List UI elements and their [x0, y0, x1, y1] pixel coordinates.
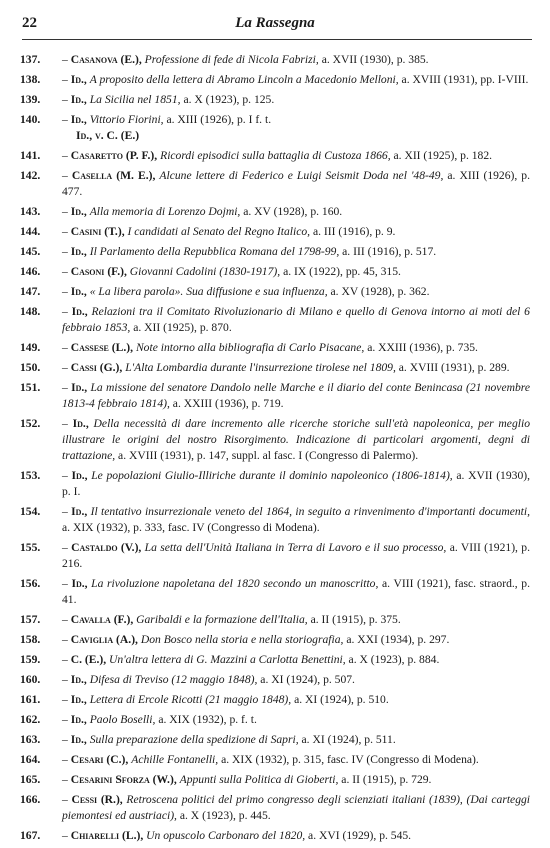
entry-title: Note intorno alla bibliografia di Carlo Pisacane,: [135, 341, 365, 354]
entry-author: Id.,: [71, 577, 88, 590]
entry-number: 138.: [20, 73, 41, 86]
entry-author: Id.,: [71, 305, 88, 318]
entry-author: Casanova (E.),: [70, 53, 142, 66]
entry-dash: –: [62, 417, 73, 430]
entry-title: La missione del senatore Dandolo nelle Marche e il diario del conte Benincasa (21 novembre 1813-4 febbraio 1814),: [62, 381, 530, 410]
bibliography-entry: [20, 712, 536, 728]
entry-author: Casini (T.),: [70, 225, 125, 238]
entry-dash: –: [62, 361, 71, 374]
entry-details: a. XII (1925), p. 182.: [393, 149, 493, 162]
entry-title: Ricordi episodici sulla battaglia di Custoza 1866,: [160, 149, 391, 162]
entry-author: Id.,: [70, 673, 87, 686]
entry-title: L'Alta Lombardia durante l'insurrezione tirolese nel 1809,: [125, 361, 396, 374]
entry-title: Un'altra lettera di G. Mazzini a Carlotta Benettini,: [109, 653, 346, 666]
entry-dash: –: [62, 577, 72, 590]
bibliography-entry: [20, 576, 536, 608]
entry-details: a. XII (1925), p. 870.: [133, 321, 232, 334]
entry-dash: –: [62, 205, 71, 218]
entry-author: Cesarini Sforza (W.),: [70, 773, 177, 786]
entry-dash: –: [62, 753, 71, 766]
entry-dash: –: [62, 693, 71, 706]
entry-details: a. II (1915), p. 375.: [310, 613, 401, 626]
entry-title: La Sicilia nel 1851,: [89, 93, 181, 106]
entry-title: A proposito della lettera di Abramo Lincoln a Macedonio Melloni,: [89, 73, 399, 86]
entry-number: 148.: [20, 305, 41, 318]
entry-dash: –: [62, 305, 72, 318]
entry-number: 139.: [20, 93, 41, 106]
header-rule: [22, 39, 532, 40]
entry-title: Giovanni Cadolini (1830-1917),: [129, 265, 281, 278]
entry-details: a. IX (1922), pp. 45, 315.: [283, 265, 401, 278]
entry-number: 167.: [20, 829, 41, 842]
entry-details: a. XVI (1929), p. 545.: [308, 829, 412, 842]
entry-author: Cesari (C.),: [70, 753, 129, 766]
entry-title: Sulla preparazione della spedizione di Sapri,: [89, 733, 299, 746]
bibliography-entry: [20, 204, 536, 220]
entry-dash: –: [62, 381, 72, 394]
bibliography-entry: [20, 828, 536, 844]
entry-author: Id.,: [70, 713, 87, 726]
entry-number: 156.: [20, 577, 41, 590]
entry-title: Retroscena politici del primo congresso degli scienziati italiani (1839), (Dai carteggi piemontesi ed austriaci),: [62, 793, 531, 822]
entry-title: Della necessità di dare incremento alle ricerche storiche sull'età napoleonica, per meglio illustrare le origini del nostro Risorgimento. Indicazione di particolari argomenti, degni di trattazione,: [62, 417, 530, 462]
entry-details: a. XIX (1932), p. 315, fasc. IV (Congresso di Modena).: [221, 753, 479, 766]
entry-author: Id.,: [70, 245, 87, 258]
entry-title: Garibaldi e la formazione dell'Italia,: [136, 613, 308, 626]
entry-number: 161.: [20, 693, 41, 706]
entry-number: 164.: [20, 753, 41, 766]
entry-details: a. X (1923), p. 884.: [348, 653, 440, 666]
entry-author: Casaretto (P. F.),: [70, 149, 158, 162]
entry-details: a. II (1915), p. 729.: [341, 773, 432, 786]
entry-number: 162.: [20, 713, 41, 726]
entry-number: 146.: [20, 265, 41, 278]
entry-number: 150.: [20, 361, 41, 374]
entry-details: a. XI (1924), p. 510.: [294, 693, 389, 706]
entry-details: a. XXIII (1936), p. 735.: [367, 341, 478, 354]
entry-dash: –: [62, 73, 71, 86]
bibliography-entry: [20, 468, 536, 500]
entry-dash: –: [62, 653, 71, 666]
bibliography-entry: [20, 540, 536, 572]
entry-author: Id.,: [70, 285, 87, 298]
bibliography-entry: [20, 612, 536, 628]
entry-author: Cessi (R.),: [71, 793, 123, 806]
entry-dash: –: [62, 285, 71, 298]
entry-dash: –: [62, 169, 72, 182]
entry-title: Alla memoria di Lorenzo Dojmi,: [89, 205, 241, 218]
bibliography-entry: [20, 168, 536, 200]
entry-author: Id.,: [70, 73, 87, 86]
entry-title: Achille Fontanelli,: [131, 753, 219, 766]
entry-details: a. XVIII (1931), p. 147, suppl. al fasc. I (Congresso di Palermo).: [118, 449, 419, 462]
entry-details: a. XVIII (1931), p. 289.: [398, 361, 510, 374]
bibliography-entry: [20, 732, 536, 748]
entry-title: Il Parlamento della Repubblica Romana del 1798-99,: [89, 245, 340, 258]
entry-author: Id.,: [72, 417, 89, 430]
entry-title: Alcune lettere di Federico e Luigi Seismit Doda nel '48-49,: [159, 169, 444, 182]
bibliography-entry: [20, 284, 536, 300]
bibliography-entry: [20, 304, 536, 336]
bibliography-entry: [20, 652, 536, 668]
entry-title: « La libera parola». Sua diffusione e sua influenza,: [89, 285, 328, 298]
bibliography-entry: [20, 752, 536, 768]
entry-dash: –: [62, 541, 72, 554]
entry-number: 154.: [20, 505, 41, 518]
bibliography-entry: [20, 380, 536, 412]
page-number: 22: [22, 15, 37, 31]
entry-number: 152.: [20, 417, 41, 430]
entry-dash: –: [62, 673, 71, 686]
entry-dash: –: [62, 793, 72, 806]
entry-author: Id.,: [70, 205, 87, 218]
entry-number: 144.: [20, 225, 41, 238]
entry-number: 160.: [20, 673, 41, 686]
entry-author: Cavalla (F.),: [70, 613, 134, 626]
bibliography-entry: [20, 772, 536, 788]
entry-details: a. XIII (1926), p. 477.: [62, 169, 530, 198]
entry-details: a. III (1916), p. 9.: [312, 225, 396, 238]
entry-details: a. VIII (1921), p. 216.: [62, 541, 530, 570]
entry-dash: –: [62, 245, 71, 258]
bibliography-entry: [20, 224, 536, 240]
entry-title: Un opuscolo Carbonaro del 1820,: [146, 829, 306, 842]
entry-author: Cassi (G.),: [70, 361, 123, 374]
entry-details: a. III (1916), p. 517.: [342, 245, 437, 258]
running-title: La Rassegna: [235, 15, 315, 31]
entry-title: Le popolazioni Giulio-Illiriche durante il dominio napoleonico (1806-1814),: [91, 469, 453, 482]
entry-dash: –: [62, 713, 71, 726]
bibliography-entry: [20, 112, 536, 144]
bibliography-entry: [20, 72, 536, 88]
entry-details: a. VIII (1921), fasc. straord., p. 41.: [62, 577, 531, 606]
bibliography-entry: [20, 632, 536, 648]
entry-number: 163.: [20, 733, 41, 746]
entry-number: 137.: [20, 53, 41, 66]
bibliography-entry: [20, 360, 536, 376]
entry-title: Il tentativo insurrezionale veneto del 1864, in seguito a rinvenimento d'importanti documenti,: [90, 505, 531, 518]
entry-title: Lettera di Ercole Ricotti (21 maggio 1848),: [89, 693, 292, 706]
bibliography-entry: [20, 264, 536, 280]
entry-author: Id.,: [71, 381, 88, 394]
entry-title: Relazioni tra il Comitato Rivoluzionario di Milano e quello di Genova intorno ai moti del 6 febbraio 1853,: [62, 305, 530, 334]
entry-number: 157.: [20, 613, 41, 626]
entry-dash: –: [62, 93, 71, 106]
bibliography-entry: [20, 244, 536, 260]
entry-title: Difesa di Treviso (12 maggio 1848),: [89, 673, 258, 686]
entry-title: Vittorio Fiorini,: [89, 113, 164, 126]
entry-dash: –: [62, 773, 71, 786]
bibliography-entry: [20, 340, 536, 356]
entry-details: a. XVIII (1931), pp. I-VIII.: [401, 73, 529, 86]
entry-author: Chiarelli (L.),: [70, 829, 144, 842]
entry-dash: –: [62, 613, 71, 626]
entry-dash: –: [62, 265, 71, 278]
entry-details: a. X (1923), p. 125.: [183, 93, 275, 106]
entry-title: Professione di fede di Nicola Fabrizi,: [144, 53, 319, 66]
entry-details: a. XVII (1930), p. I.: [62, 469, 531, 498]
entry-author: Cassese (L.),: [70, 341, 134, 354]
entry-details: a. X (1923), p. 445.: [179, 809, 271, 822]
entry-author: Id.,: [70, 693, 87, 706]
entry-dash: –: [62, 225, 71, 238]
entry-author: Id.,: [70, 733, 87, 746]
entry-dash: –: [62, 733, 71, 746]
entry-details: a. XIX (1932), p. f. t.: [158, 713, 257, 726]
entry-cross-reference: Id., v. C. (E.): [76, 129, 140, 142]
entry-number: 142.: [20, 169, 41, 182]
entry-dash: –: [62, 53, 71, 66]
entry-number: 158.: [20, 633, 41, 646]
entry-author: Casella (M. E.),: [71, 169, 156, 182]
entry-dash: –: [62, 633, 71, 646]
entry-title: La rivoluzione napoletana del 1820 secondo un manoscritto,: [91, 577, 379, 590]
entry-author: Id.,: [71, 469, 88, 482]
entry-details: a. XVII (1930), p. 385.: [321, 53, 429, 66]
entry-title: Don Bosco nella storia e nella storiografia,: [140, 633, 344, 646]
bibliography-entry: [20, 148, 536, 164]
entry-author: Id.,: [71, 505, 88, 518]
entry-author: C. (E.),: [70, 653, 107, 666]
bibliography-list: [20, 52, 536, 848]
entry-title: I candidati al Senato del Regno Italico,: [127, 225, 311, 238]
entry-details: a. XXIII (1936), p. 719.: [172, 397, 284, 410]
entry-number: 143.: [20, 205, 41, 218]
entry-details: a. XI (1924), p. 507.: [260, 673, 355, 686]
entry-dash: –: [62, 505, 72, 518]
entry-author: Casoni (F.),: [70, 265, 127, 278]
entry-number: 147.: [20, 285, 41, 298]
entry-details: a. XV (1928), p. 160.: [243, 205, 343, 218]
entry-dash: –: [62, 829, 71, 842]
entry-number: 140.: [20, 113, 41, 126]
bibliography-entry: [20, 52, 536, 68]
entry-number: 145.: [20, 245, 41, 258]
entry-number: 149.: [20, 341, 41, 354]
entry-number: 151.: [20, 381, 41, 394]
entry-dash: –: [62, 113, 71, 126]
bibliography-entry: [20, 672, 536, 688]
entry-details: a. XI (1924), p. 511.: [301, 733, 396, 746]
entry-number: 141.: [20, 149, 41, 162]
entry-number: 159.: [20, 653, 41, 666]
entry-author: Id.,: [70, 93, 87, 106]
entry-author: Caviglia (A.),: [70, 633, 138, 646]
entry-number: 155.: [20, 541, 41, 554]
entry-dash: –: [62, 149, 71, 162]
entry-details: a. XV (1928), p. 362.: [330, 285, 430, 298]
entry-details: a. XIII (1926), p. I f. t.: [166, 113, 272, 126]
bibliography-entry: [20, 692, 536, 708]
entry-author: Castaldo (V.),: [71, 541, 142, 554]
entry-number: 153.: [20, 469, 41, 482]
entry-dash: –: [62, 341, 71, 354]
entry-title: Paolo Boselli,: [89, 713, 156, 726]
bibliography-entry: [20, 792, 536, 824]
entry-author: Id.,: [70, 113, 87, 126]
entry-dash: –: [62, 469, 72, 482]
entry-details: a. XIX (1932), p. 333, fasc. IV (Congresso di Modena).: [62, 521, 320, 534]
bibliography-entry: [20, 92, 536, 108]
entry-number: 165.: [20, 773, 41, 786]
entry-title: La setta dell'Unità Italiana in Terra di Lavoro e il suo processo,: [144, 541, 447, 554]
entry-number: 166.: [20, 793, 41, 806]
bibliography-entry: [20, 416, 536, 464]
entry-title: Appunti sulla Politica di Gioberti,: [179, 773, 339, 786]
entry-details: a. XXI (1934), p. 297.: [346, 633, 450, 646]
bibliography-entry: [20, 504, 536, 536]
